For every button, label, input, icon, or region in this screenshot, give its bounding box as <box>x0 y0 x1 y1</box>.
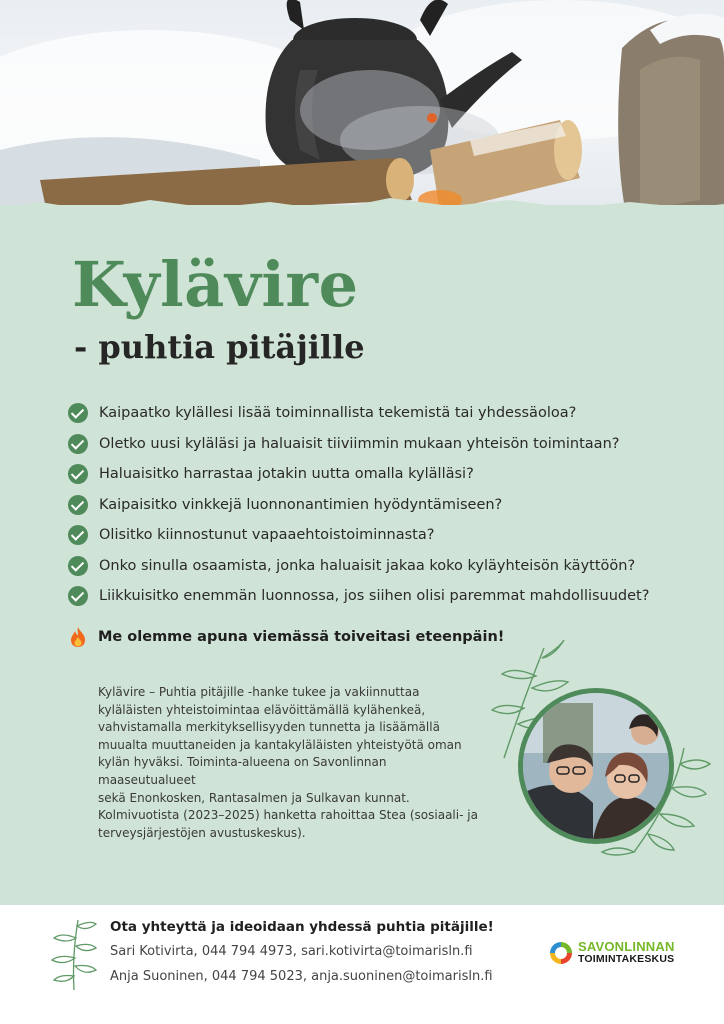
description-line: kyläläisten yhteistoimintaa elävöittämällä kylähenkeä, <box>98 702 426 717</box>
check-circle-icon <box>68 556 88 576</box>
check-circle-icon <box>68 525 88 545</box>
organization-logo <box>548 940 675 966</box>
fire-icon <box>68 626 88 648</box>
project-description <box>98 684 488 842</box>
check-circle-icon <box>68 434 88 454</box>
logo-mark-icon <box>548 940 574 966</box>
team-portrait-photo <box>518 688 674 844</box>
description-line: kylän hyväksi. Toiminta-alueena on Savonlinnan maaseutualueet <box>98 755 387 787</box>
leaf-branch-icon <box>48 916 100 992</box>
list-item <box>68 520 698 551</box>
description-line: vahvistamalla merkityksellisyyden tunnetta ja lisäämällä <box>98 720 440 735</box>
list-item <box>68 459 698 490</box>
description-line: Kylävire – Puhtia pitäjille -hanke tukee ja vakiinnuttaa <box>98 685 420 699</box>
question-text: Liikkuisitko enemmän luonnossa, jos siihen olisi paremmat mahdollisuudet? <box>99 588 650 605</box>
page-title: Kylävire <box>72 248 359 321</box>
description-line: muualta muuttaneiden ja kantakyläläisten yhteistyötä oman <box>98 737 462 752</box>
question-list <box>68 398 698 612</box>
page-subtitle: - puhtia pitäjille <box>74 328 365 366</box>
question-text: Oletko uusi kyläläsi ja haluaisit tiiviimmin mukaan yhteisön toimintaan? <box>99 435 620 452</box>
portrait-illustration <box>523 693 669 839</box>
question-text: Olisitko kiinnostunut vapaaehtoistoiminnasta? <box>99 527 435 544</box>
list-item <box>68 581 698 612</box>
torn-edge-top <box>0 190 724 220</box>
list-item <box>68 429 698 460</box>
description-line: terveysjärjestöjen avustuskeskus). <box>98 825 306 840</box>
question-text: Kaipaatko kylällesi lisää toiminnallista tekemistä tai yhdessäoloa? <box>99 405 577 422</box>
question-text: Kaipaisitko vinkkejä luonnonantimien hyödyntämiseen? <box>99 496 503 513</box>
check-circle-icon <box>68 586 88 606</box>
check-circle-icon <box>68 403 88 423</box>
description-line: sekä Enonkosken, Rantasalmen ja Sulkavan kunnat. <box>98 790 410 805</box>
contact-person-1: Sari Kotivirta, 044 794 4973, sari.kotivirta@toimarisln.fi <box>110 944 473 959</box>
check-circle-icon <box>68 464 88 484</box>
list-item <box>68 490 698 521</box>
cta-text: Me olemme apuna viemässä toiveitasi eteenpäin! <box>98 629 505 645</box>
logo-text-line1: SAVONLINNAN <box>578 939 675 954</box>
question-text: Haluaisitko harrastaa jotakin uutta omalla kylälläsi? <box>99 466 474 483</box>
list-item <box>68 398 698 429</box>
question-text: Onko sinulla osaamista, jonka haluaisit jakaa koko kyläyhteisön käyttöön? <box>99 557 636 574</box>
list-item <box>68 551 698 582</box>
call-to-action <box>68 626 504 648</box>
contact-heading: Ota yhteyttä ja ideoidaan yhdessä puhtia pitäjille! <box>110 919 494 935</box>
logo-text-line2: TOIMINTAKESKUS <box>578 953 675 965</box>
check-circle-icon <box>68 495 88 515</box>
description-line: Kolmivuotista (2023–2025) hanketta rahoittaa Stea (sosiaali- ja <box>98 808 478 823</box>
contact-person-2: Anja Suoninen, 044 794 5023, anja.suoninen@toimarisln.fi <box>110 969 493 984</box>
